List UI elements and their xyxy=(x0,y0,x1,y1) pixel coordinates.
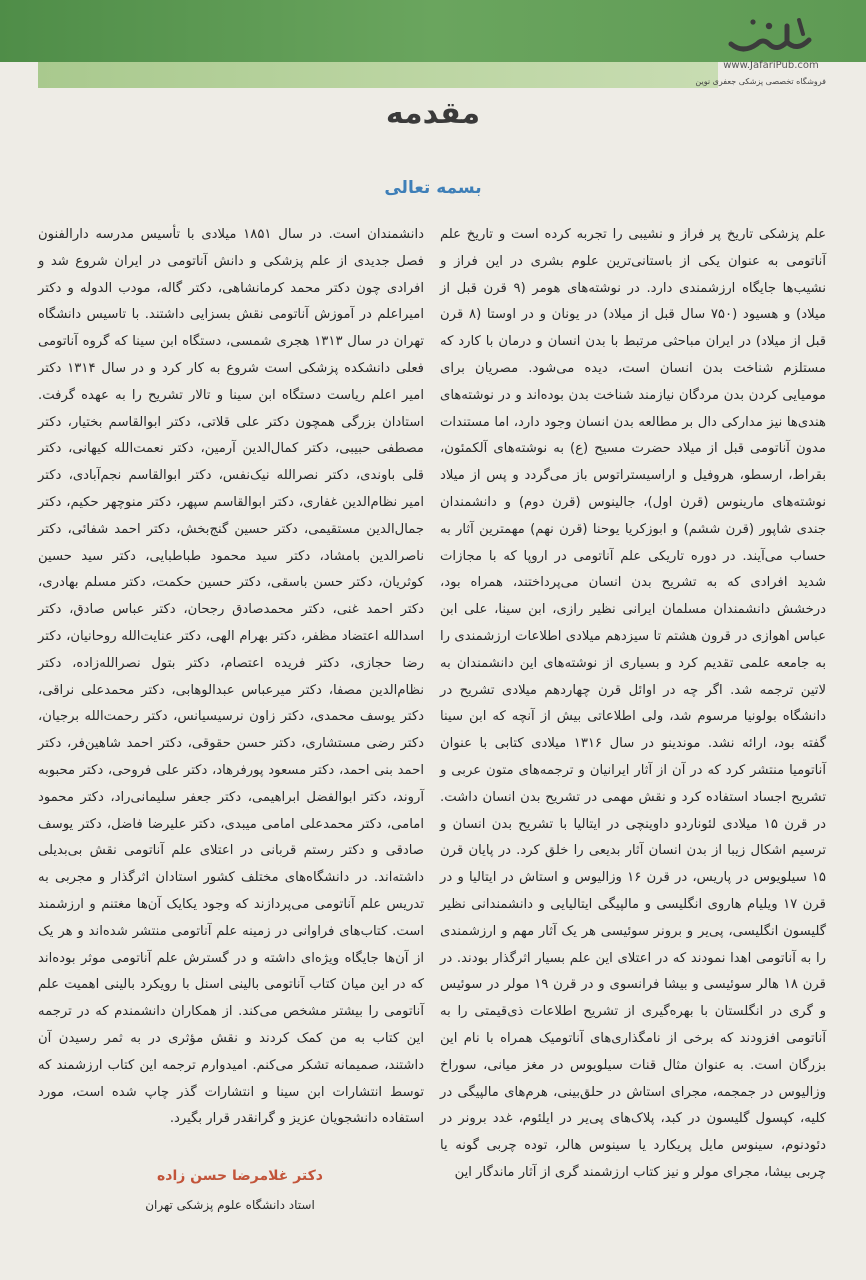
basmala-heading: بسمه تعالی xyxy=(384,178,482,198)
publisher-url: www.JafariPub.com xyxy=(723,60,819,71)
author-title: استاد دانشگاه علوم پزشکی تهران xyxy=(145,1198,315,1212)
publisher-subtitle: فروشگاه تخصصی پزشکی جعفری نوین xyxy=(695,77,826,86)
page-title: مقدمه xyxy=(385,96,481,131)
text-column-left: دانشمندان است. در سال ۱۸۵۱ میلادی با تأسیس مدرسه دارالفنون فصل جدیدی از علم پزشکی و دانش آناتومی در ایران شروع شد و افرادی چون دکتر محمد کرمانشاهی، دکتر گاله، مودب الدوله و دکتر امیراعلم در آموزش آناتومی نقش بسزایی داشتند. با تاسیس دانشگاه تهران در سال ۱۳۱۳ هجری شمسی، دستگاه ابن سینا که گروه آناتومی فعلی دانشکده پزشکی است شروع به کار کرد و در سال ۱۳۱۴ دکتر امیر اعلم ریاست دستگاه ابن سینا و تالار تشریح را به عهده گرفت. استادان بزرگی همچون دکتر علی قلاتی، دکتر ابوالقاسم بختیار، دکتر مصطفی حبیبی، دکتر کمال‌الدین آرمین، دکتر نعمت‌الله کیهانی، دکتر قلی باوندی، دکتر نصرالله نیک‌نفس، دکتر ابوالقاسم نجم‌آبادی، دکتر امیر نظام‌الدین غفاری، دکتر ابوالقاسم سپهر، دکتر منوچهر حکیم، دکتر جمال‌الدین مستقیمی، دکتر حسین گنج‌بخش، دکتر احمد شفائی، دکتر ناصرالدین بامشاد، دکتر سید محمود طباطبایی، دکتر سید حسین کوثریان، دکتر حسن باسقی، دکتر حسین حکمت، دکتر مسلم بهادری، دکتر احمد غنی، دکتر محمدصادق رجحان، دکتر عباس صادق، دکتر اسدالله اعتضاد مظفر، دکتر بهرام الهی، دکتر عنایت‌الله روحانیان، دکتر رضا حجازی، دکتر فریده اعتصام، دکتر بتول نصرالله‌زاده، دکتر نظام‌الدین مصفا، دکتر میرعباس عبدالوهابی، دکتر محمدعلی نراقی، دکتر یوسف محمدی، دکتر زاون نرسیسیانس، دکتر رحمت‌الله برجیان، دکتر رضی مستشاری، دکتر حسن حقوقی، دکتر احمد شاهین‌فر، دکتر احمد بنی احمد، دکتر مسعود پورفرهاد، دکتر علی فروحی، دکتر محبوبه آروند، دکتر ابوالفضل ابراهیمی، دکتر جعفر سلیمانی‌راد، دکتر محمود امامی، دکتر محمدعلی امامی میبدی، دکتر علیرضا فاضل، دکتر یوسف صادقی و دکتر رستم قربانی در اعتلای علم آناتومی نقش بی‌بدیلی داشته‌اند. در دانشگاه‌های مختلف کشور استادان اثرگذار و مجربی به تدریس علم آناتومی می‌پردازند که وجود یکایک آن‌ها مغتنم و ارزشمند است. کتاب‌های فراوانی در زمینه علم آناتومی منتشر شده‌اند و هر یک از آن‌ها جایگاه ویژه‌ای داشته و در گسترش علم آناتومی موثر بوده‌اند که در این میان کتاب آناتومی بالینی اسنل با رویکرد بالینی اهمیت علم آناتومی را بیشتر مشخص می‌کند. از همکاران دانشمندم که در ترجمه این کتاب به من کمک کردند و نقش مؤثری در به ثمر رسیدن آن داشتند، صمیمانه تشکر می‌کنم. امیدوارم ترجمه این کتاب ارزشمند که توسط انتشارات ابن سینا و انتشارات گذر چاپ شده است، مورد استفاده دانشجویان عزیز و گرانقدر قرار بگیرد. xyxy=(38,227,425,1127)
publisher-logo xyxy=(695,14,826,104)
author-name: دکتر غلامرضا حسن زاده xyxy=(157,1168,323,1184)
header-bar xyxy=(38,62,718,88)
jafari-logo-icon xyxy=(723,14,819,58)
text-column-right: علم پزشکی تاریخ پر فراز و نشیبی را تجربه کرده است و تاریخ علم آناتومی به عنوان یکی از باستانی‌ترین علوم بشری در این فراز و نشیب‌ها جایگاه ارزشمندی دارد. در نوشته‌های هومر (۹ قرن قبل از میلاد) و هسیود (۷۵۰ سال قبل از میلاد) در یونان و در اوستا (۸ قرن قبل از میلاد) در ایران مباحثی مرتبط با بدن انسان و درمان با کارد که مستلزم شناخت بدن انسان است، دیده می‌شود. مصریان برای مومیایی کردن بدن مردگان نیازمند شناخت بدن بوده‌اند و در نوشته‌های هندی‌ها نیز مدارکی دال بر مطالعه بدن انسان وجود دارد، اما مستندات مدون آناتومی قبل از میلاد حضرت مسیح (ع) به نوشته‌های آلکمئون، بقراط، ارسطو، هروفیل و اراسیستراتوس باز می‌گردد و پس از میلاد نوشته‌های مارینوس (قرن اول)، جالینوس (قرن دوم) و دانشمندان جندی شاپور (قرن ششم) و ابوزکریا یوحنا (قرن نهم) مهمترین آثار به حساب می‌آیند. در دوره تاریکی علم آناتومی در اروپا که با مجازات شدید افرادی که به تشریح بدن انسان می‌پرداختند، همراه بود، درخشش دانشمندان مسلمان ایرانی نظیر رازی، ابن سینا، علی ابن عباس اهوازی در قرون هشتم تا سیزدهم میلادی اطلاعات ارزشمندی را به جامعه علمی تقدیم کرد و بسیاری از نوشته‌های این دانشمندان به لاتین ترجمه شد. اگر چه در اوائل قرن چهاردهم میلادی تشریح در دانشگاه بولونیا مرسوم شد، ولی اطلاعاتی بیش از آنچه که ابن سینا گفته بود، ارائه نشد. موندینو در سال ۱۳۱۶ میلادی کتابی با عنوان آناتومیا منتشر کرد که در آن از آثار ایرانیان و ترجمه‌های متون عربی و تشریح اجساد استفاده کرد و نقش مهمی در تشریح بدن انسان داشت. در قرن ۱۵ میلادی لئوناردو داوینچی در ایتالیا با تشریح بدن انسان و ترسیم اشکال زیبا از بدن انسان آثار بدیعی را خلق کرد. در پایان قرن ۱۵ سیلویوس در پاریس، در قرن ۱۶ وزالیوس و استاش در ایتالیا و در قرن ۱۷ ویلیام هاروی انگلیسی و مالپیگی ایتالیایی و دانشمندانی نظیر گلیسون انگلیسی، پی‌یر و برونر سوئیسی هر یک آثار مهم و ارزشمندی را به آناتومی اهدا نمودند که در اعتلای این علم بسیار اثرگذار بودند. در قرن ۱۸ هالر سوئیسی و بیشا فرانسوی و در قرن ۱۹ مولر در سوئیس و گری در انگلستان با بهره‌گیری از تشریح اطلاعات ذی‌قیمتی را به آناتومی افزودند که برخی از نامگذاری‌های آناتومیک همراه با نام این بزرگان است. به عنوان مثال قنات سیلویوس در مغز میانی، سوراخ وزالیوس در جمجمه، مجرای استاش در حلق‌بینی، هرم‌های مالپیگی در کلیه، کپسول گلیسون در کبد، پلاک‌های پی‌یر در ایلئوم، غدد برونر در دئودنوم، سینوس مایل پریکارد یا سینوس هالر، توده چربی گونه یا چربی بیشا، مجرای مولر و نیز کتاب ارزشمند گری از آثار ماندگار این xyxy=(440,227,827,1180)
